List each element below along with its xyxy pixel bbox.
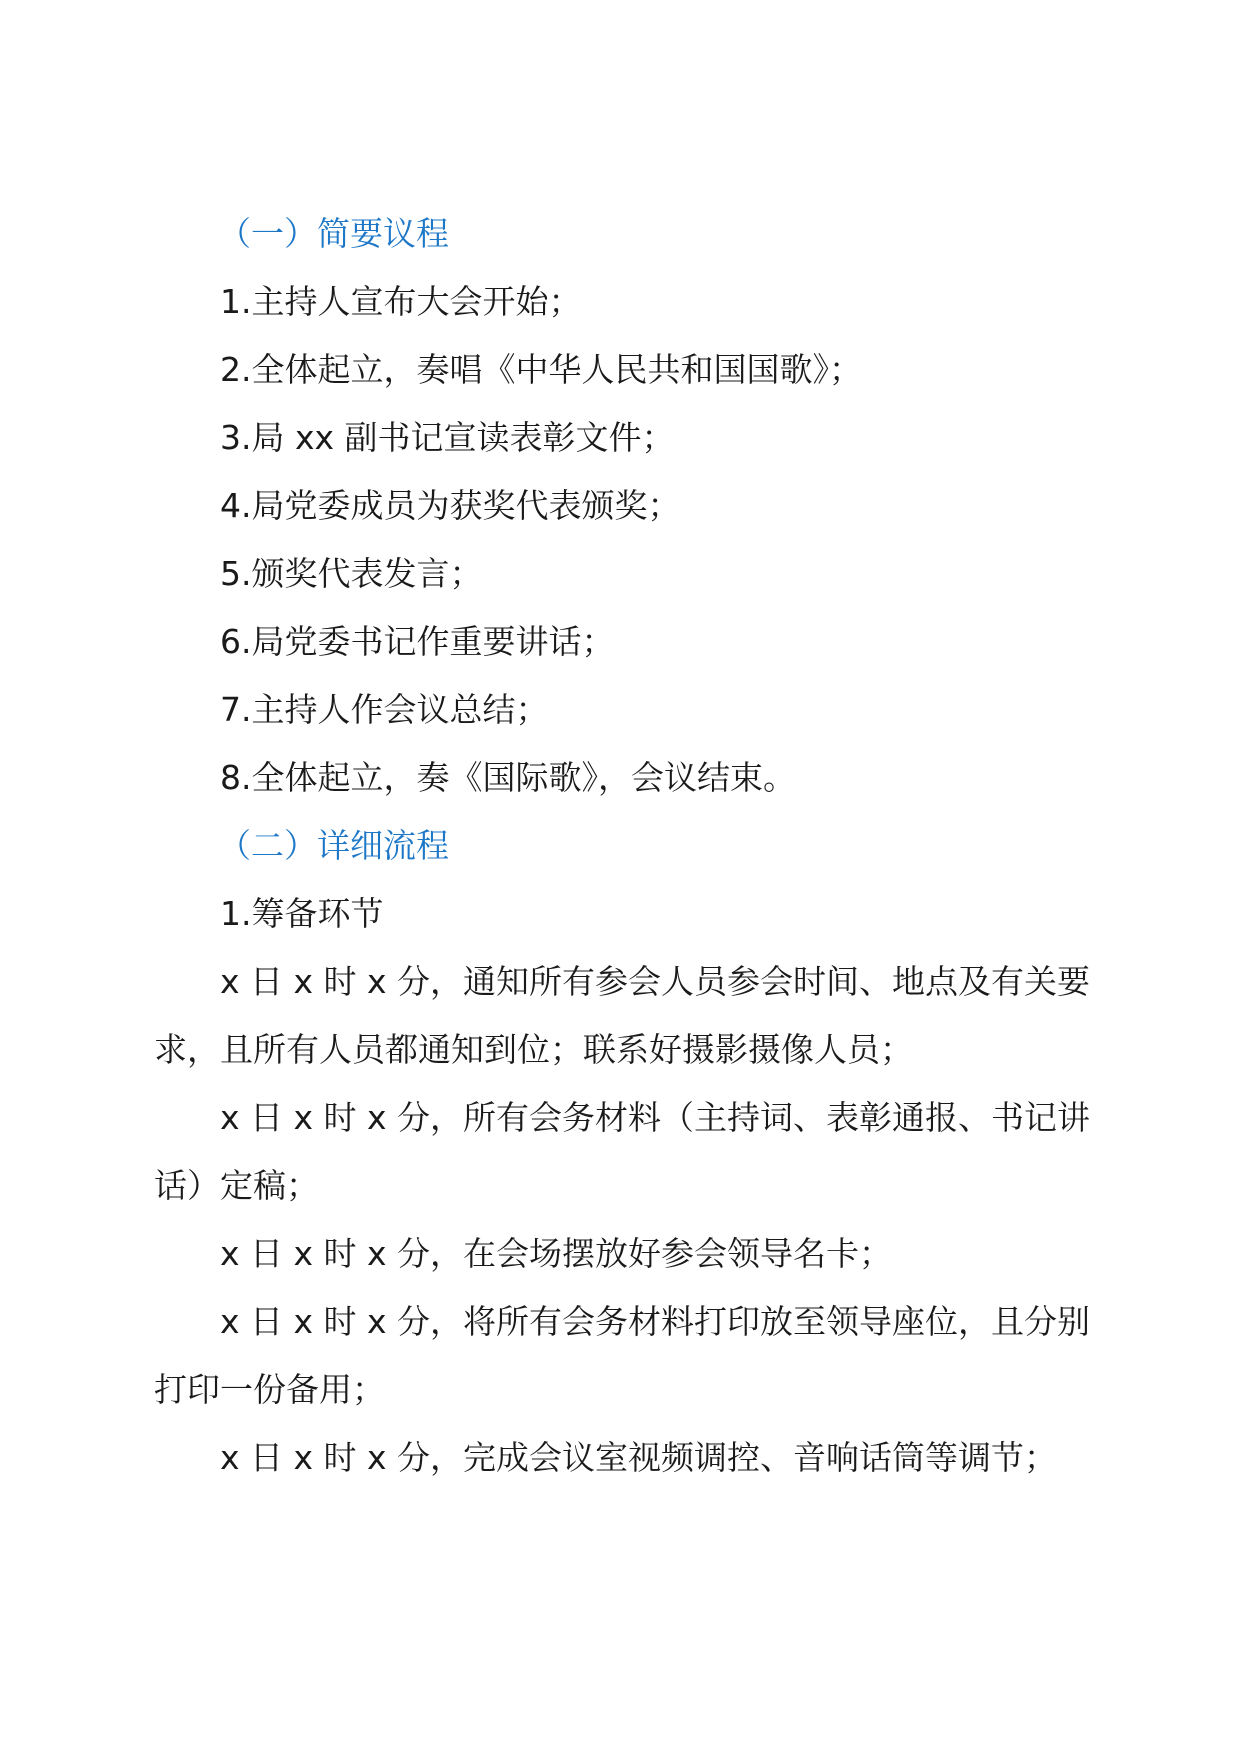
section-heading-brief-agenda: （一）简要议程	[218, 214, 449, 253]
section-heading-detailed-process: （二）详细流程	[218, 826, 449, 865]
subheading-preparation: 1.筹备环节	[220, 894, 384, 933]
agenda-item-8: 8.全体起立，奏《国际歌》，会议结束。	[220, 758, 796, 797]
agenda-item-2: 2.全体起立，奏唱《中华人民共和国国歌》；	[220, 350, 862, 389]
agenda-item-6: 6.局党委书记作重要讲话；	[220, 622, 615, 661]
agenda-item-4: 4.局党委成员为获奖代表颁奖；	[220, 486, 681, 525]
paragraph-5-line-1: x 日 x 时 x 分，完成会议室视频调控、音响话筒等调节；	[220, 1438, 1058, 1477]
paragraph-1-line-2: 求，且所有人员都通知到位；联系好摄影摄像人员；	[154, 1030, 913, 1069]
paragraph-3-line-1: x 日 x 时 x 分，在会场摆放好参会领导名卡；	[220, 1234, 893, 1273]
paragraph-2-line-1: x 日 x 时 x 分，所有会务材料（主持词、表彰通报、书记讲	[220, 1098, 1091, 1137]
agenda-item-5: 5.颁奖代表发言；	[220, 554, 483, 593]
paragraph-1-line-1: x 日 x 时 x 分，通知所有参会人员参会时间、地点及有关要	[220, 962, 1091, 1001]
paragraph-4-line-2: 打印一份备用；	[154, 1370, 385, 1409]
agenda-item-3: 3.局 xx 副书记宣读表彰文件；	[220, 418, 675, 457]
agenda-item-1: 1.主持人宣布大会开始；	[220, 282, 582, 321]
paragraph-2-line-2: 话）定稿；	[154, 1166, 319, 1205]
paragraph-4-line-1: x 日 x 时 x 分，将所有会务材料打印放至领导座位，且分别	[220, 1302, 1091, 1341]
agenda-item-7: 7.主持人作会议总结；	[220, 690, 549, 729]
